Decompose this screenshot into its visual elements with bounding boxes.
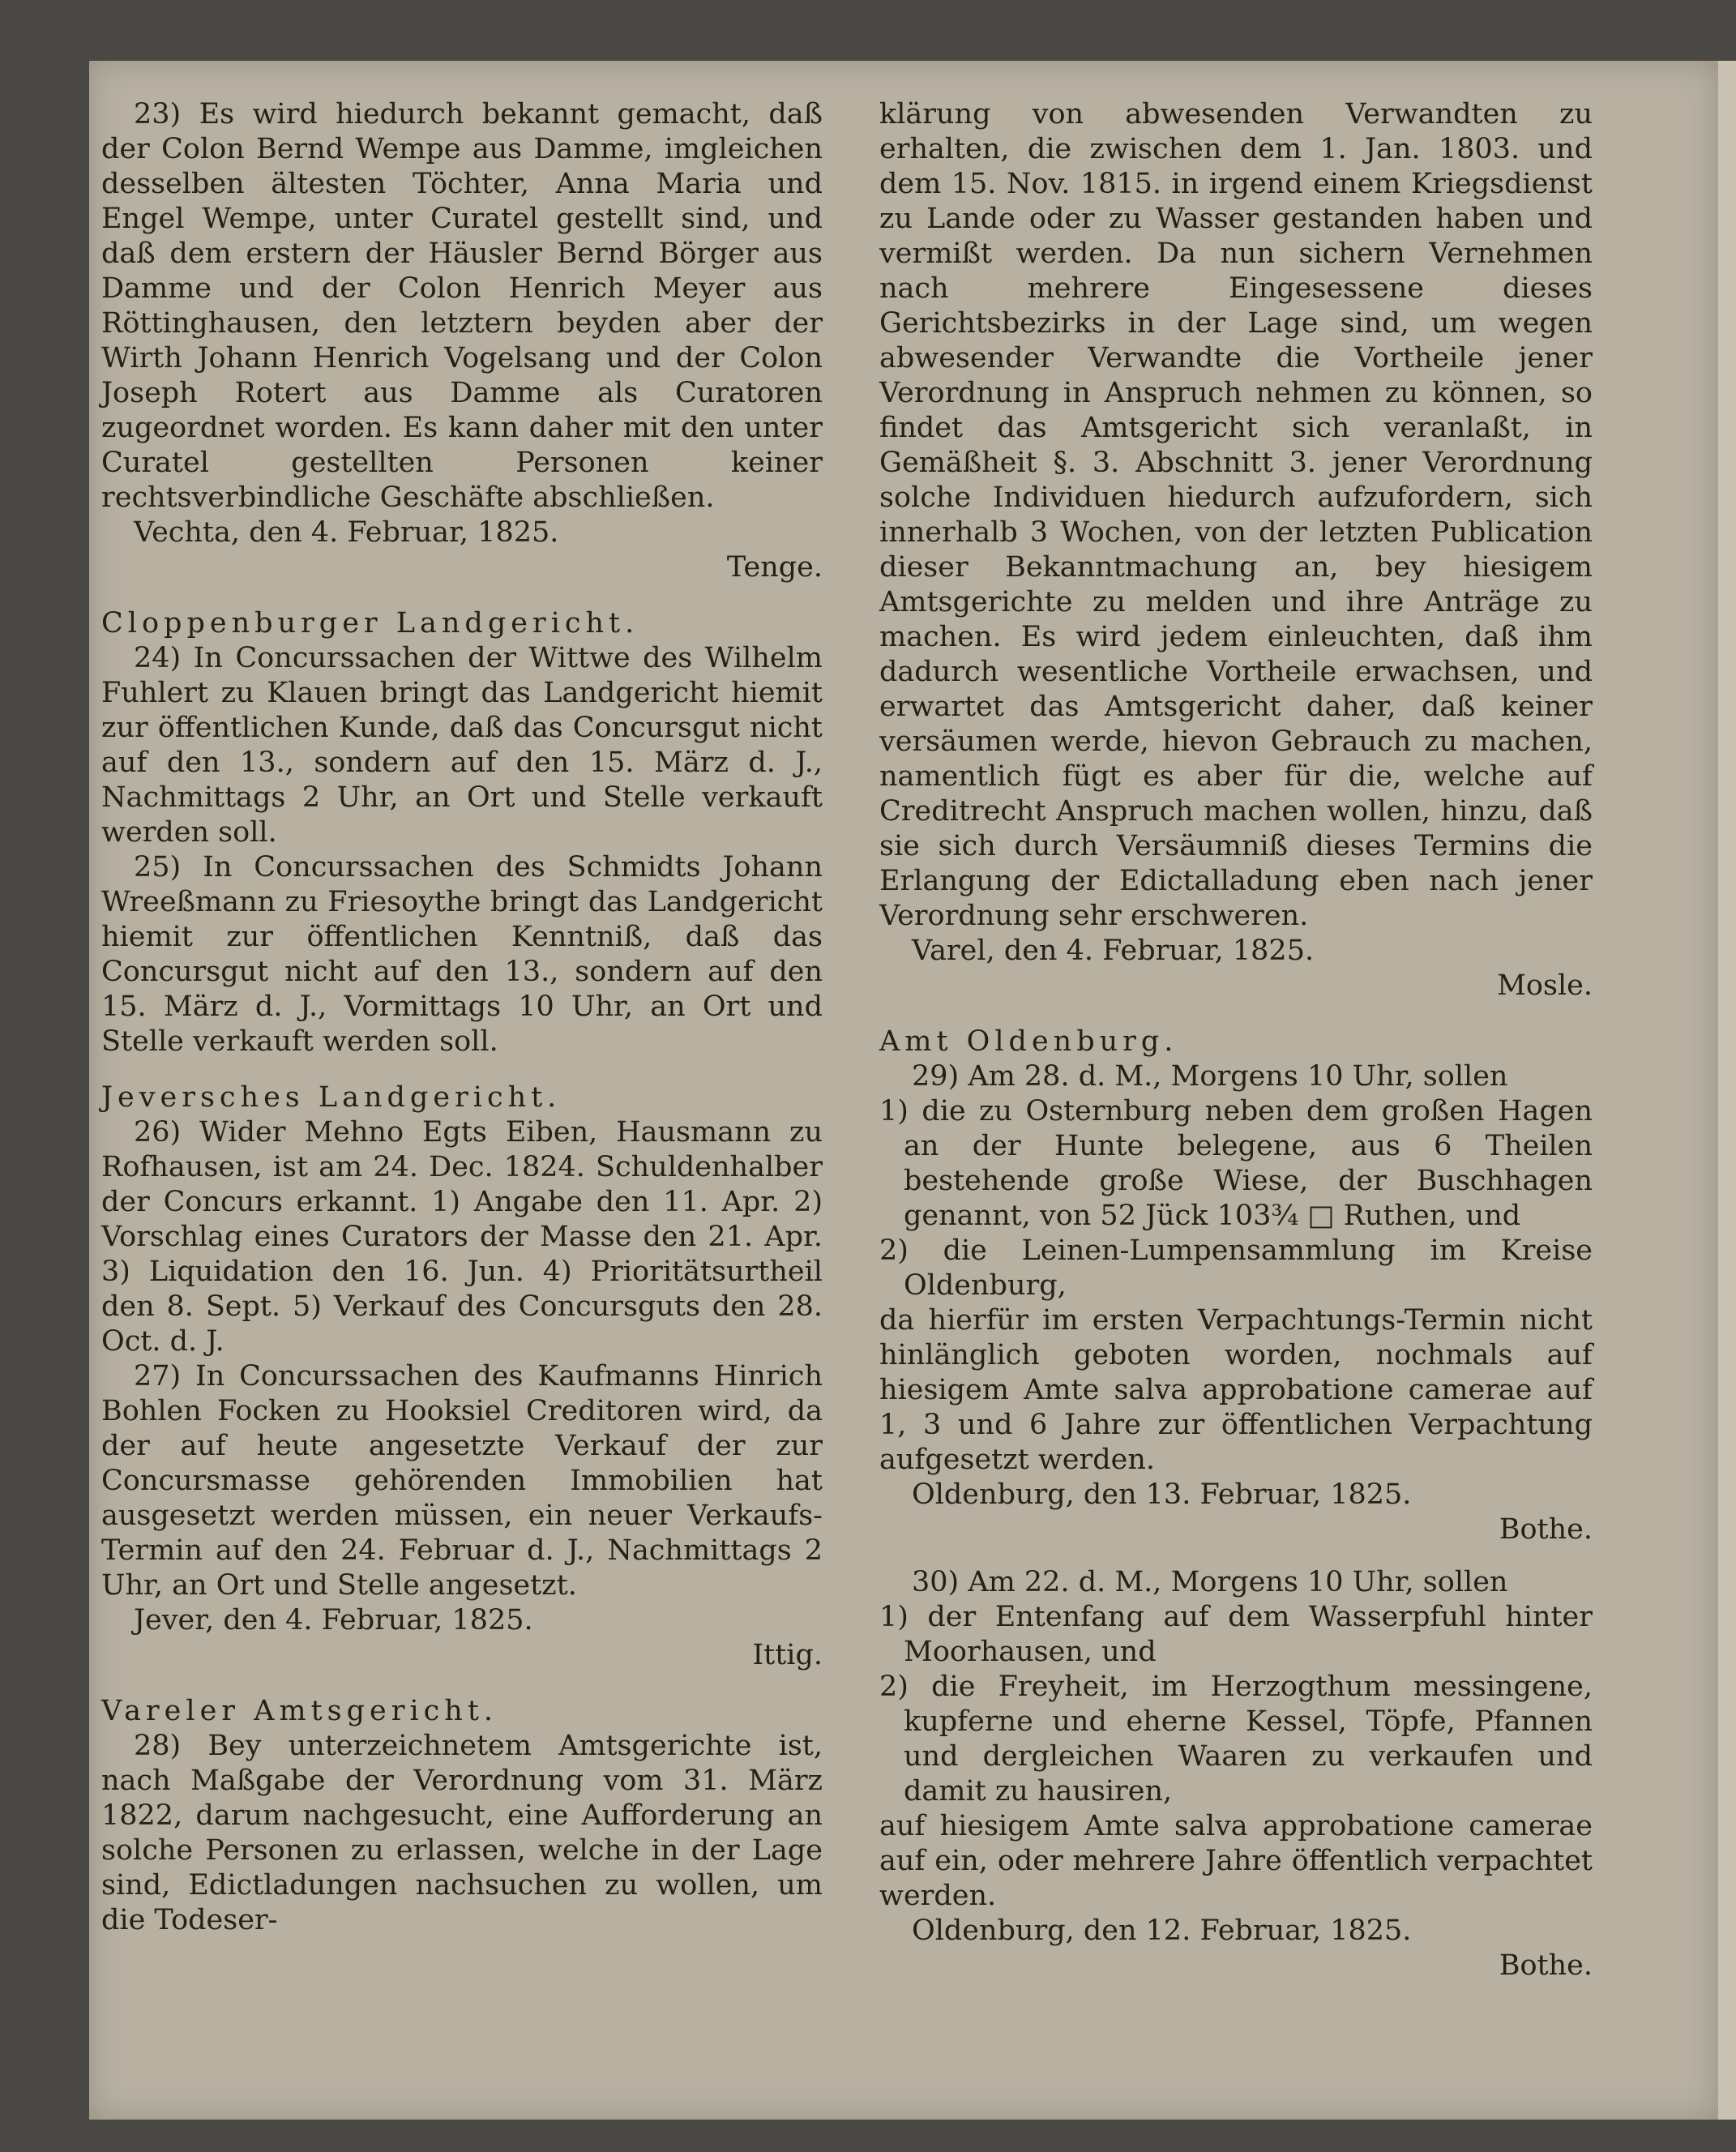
section-heading: Amt Oldenburg. <box>879 1025 1178 1058</box>
notice-26: 26) Wider Mehno Egts Eiben, Hausmann zu Rofhausen, ist am 24. Dec. 1824. Schuldenhalber der Concurs erkannt. 1) Angabe den 11. Apr. 2) Vorschlag eines Curators der Masse den 21. Apr. 3) Liquidation den 16. Jun. 4) Prioritätsurtheil den 8. Sept. 5) Verkauf des Concursguts den 28. Oct. d. J. <box>101 1116 823 1358</box>
signature: Bothe. <box>1499 1513 1593 1546</box>
page-edge <box>1718 61 1736 2120</box>
notice-28: 28) Bey unterzeichnetem Amtsgerichte ist, nach Maßgabe der Verordnung vom 31. März 1822, darum nachgesucht, eine Aufforderung an solche Personen zu erlassen, welche in der Lage sind, Edictladungen nachsuchen zu wollen, um die Todeser- <box>101 1730 823 1936</box>
signature: Bothe. <box>1499 1949 1593 1982</box>
signature: Tenge. <box>726 551 823 584</box>
signature: Mosle. <box>1497 969 1593 1002</box>
notice-28-continued: klärung von abwesenden Verwandten zu erhalten, die zwischen dem 1. Jan. 1803. und dem 15. Nov. 1815. in irgend einem Kriegsdienst zu Lande oder zu Wasser gestanden haben und vermißt werden. Da nun sichern Vernehmen nach mehrere Eingesessene dieses Gerichtsbezirks in der Lage sind, um wegen abwesender Verwandte die Vortheile jener Verordnung in Anspruch nehmen zu können, so findet das Amtsgericht sich veranlaßt, in Gemäßheit §. 3. Abschnitt 3. jener Verordnung solche Individuen hiedurch aufzufordern, sich innerhalb 3 Wochen, von der letzten Publication dieser Bekanntmachung an, bey hiesigem Amtsgerichte zu melden und ihre Anträge zu machen. Es wird jedem einleuchten, daß ihm dadurch wesentliche Vortheile erwachsen, und erwartet das Amtsgericht daher, daß keiner versäumen werde, hievon Gebrauch zu machen, namentlich fügt es aber für die, welche auf Creditrecht Anspruch machen wollen, hinzu, daß sie sich durch Versäumniß dieses Termins die Erlangung der Edictalladung eben nach jener Verordnung sehr erschweren. <box>879 98 1593 932</box>
list-item: 2) die Freyheit, im Herzogthum messingene, kupferne und eherne Kessel, Töpfe, Pfannen und dergleichen Waaren zu verkaufen und damit zu hausiren, <box>879 1671 1593 1808</box>
dateline: Oldenburg, den 12. Februar, 1825. <box>912 1915 1412 1947</box>
notice-29: 29) Am 28. d. M., Morgens 10 Uhr, sollen <box>912 1060 1508 1093</box>
list-item: 1) die zu Osternburg neben dem großen Hagen an der Hunte belegene, aus 6 Theilen bestehende große Wiese, der Buschhagen genannt, von 52 Jück 103¾ □ Ruthen, und <box>879 1095 1593 1232</box>
notice-30: 30) Am 22. d. M., Morgens 10 Uhr, sollen <box>912 1566 1508 1598</box>
left-column <box>101 97 823 1938</box>
section-heading: Cloppenburger Landgericht. <box>101 607 639 640</box>
dateline: Oldenburg, den 13. Februar, 1825. <box>912 1478 1412 1511</box>
signature: Ittig. <box>752 1639 823 1671</box>
notice-30-continued: auf hiesigem Amte salva approbatione camerae auf ein, oder mehrere Jahre öffentlich verpachtet werden. <box>879 1810 1593 1912</box>
right-column <box>879 97 1593 1983</box>
notice-24: 24) In Concurssachen der Wittwe des Wilhelm Fuhlert zu Klauen bringt das Landgericht hiemit zur öffentlichen Kunde, daß das Concursgut nicht auf den 13., sondern auf den 15. März d. J., Nachmittags 2 Uhr, an Ort und Stelle verkauft werden soll. <box>101 642 823 849</box>
section-heading: Jeversches Landgericht. <box>101 1081 562 1114</box>
notice-23: 23) Es wird hiedurch bekannt gemacht, daß der Colon Bernd Wempe aus Damme, imgleichen desselben ältesten Töchter, Anna Maria und Engel Wempe, unter Curatel gestellt sind, und daß dem erstern der Häusler Bernd Börger aus Damme und der Colon Henrich Meyer aus Röttinghausen, den letztern beyden aber der Wirth Johann Henrich Vogelsang und der Colon Joseph Rotert aus Damme als Curatoren zugeordnet worden. Es kann daher mit den unter Curatel gestellten Personen keiner rechtsverbindliche Geschäfte abschließen. <box>101 98 823 514</box>
list-item: 1) der Entenfang auf dem Wasserpfuhl hinter Moorhausen, und <box>879 1601 1593 1668</box>
notice-29-continued: da hierfür im ersten Verpachtungs-Termin nicht hinlänglich geboten worden, nochmals auf hiesigem Amte salva approbatione camerae auf 1, 3 und 6 Jahre zur öffentlichen Verpachtung aufgesetzt werden. <box>879 1304 1593 1476</box>
notice-27: 27) In Concurssachen des Kaufmanns Hinrich Bohlen Focken zu Hooksiel Creditoren wird, da der auf heute angesetzte Verkauf der zur Concursmasse gehörenden Immobilien hat ausgesetzt werden müssen, ein neuer Verkaufs-Termin auf den 24. Februar d. J., Nachmittags 2 Uhr, an Ort und Stelle angesetzt. <box>101 1360 823 1602</box>
dateline: Jever, den 4. Februar, 1825. <box>134 1604 533 1636</box>
list-item: 2) die Leinen-Lumpensammlung im Kreise Oldenburg, <box>879 1234 1593 1302</box>
dateline: Varel, den 4. Februar, 1825. <box>912 935 1315 967</box>
dateline: Vechta, den 4. Februar, 1825. <box>134 516 559 549</box>
section-heading: Vareler Amtsgericht. <box>101 1695 498 1727</box>
notice-25: 25) In Concurssachen des Schmidts Johann Wreeßmann zu Friesoythe bringt das Landgericht hiemit zur öffentlichen Kenntniß, daß das Concursgut nicht auf den 13., sondern auf den 15. März d. J., Vormittags 10 Uhr, an Ort und Stelle verkauft werden soll. <box>101 851 823 1058</box>
